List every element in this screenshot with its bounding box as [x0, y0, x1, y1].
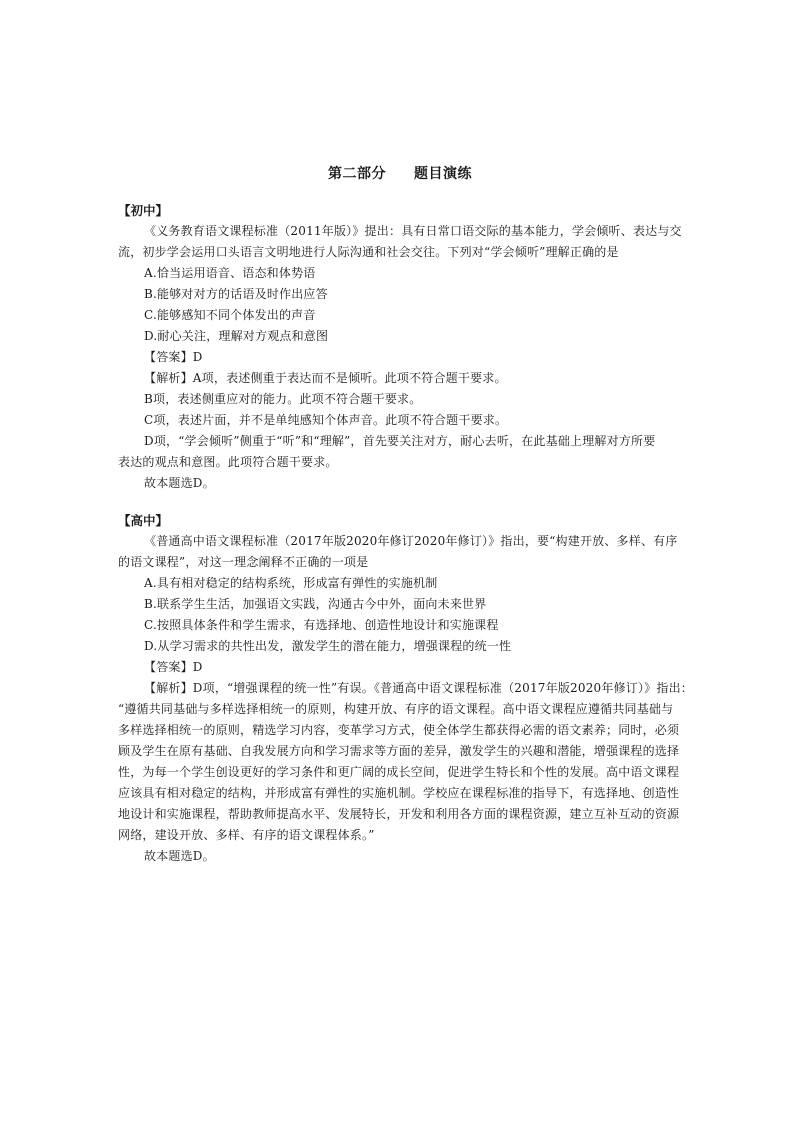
- question-line: 流，初步学会运用口头语言文明地进行人际沟通和社会交往。下列对“学会倾听”理解正确的是: [118, 245, 619, 259]
- senior-section: [118, 510, 693, 867]
- analysis-line: 网络，建设开放、多样、有序的语文课程体系。”: [118, 828, 375, 842]
- analysis-line: C项，表述片面，并不是单纯感知个体声音。此项不符合题干要求。: [144, 413, 508, 427]
- option-a: A.具有相对稳定的结构系统，形成富有弹性的实施机制: [144, 576, 438, 590]
- option-d: D.耐心关注，理解对方观点和意图: [144, 329, 329, 343]
- title-part: 第二部分: [328, 166, 386, 182]
- analysis-line: 【解析】D项，“增强课程的统一性”有误。《普通高中语文课程标准（2017年版2020年修订）》指出：: [144, 681, 693, 695]
- question-line: 《义务教育语文课程标准（2011年版）》提出：具有日常口语交际的基本能力，学会倾听、表达与交: [144, 224, 682, 238]
- junior-heading: 【初中】: [118, 203, 169, 218]
- analysis-line: 表达的观点和意图。此项符合题干要求。: [118, 455, 338, 469]
- senior-heading: 【高中】: [118, 513, 169, 528]
- title-name: 题目演练: [414, 166, 472, 182]
- analysis-line: 顾及学生在原有基础、自我发展方向和学习需求等方面的差异，激发学生的兴趣和潜能，增强课程的选择: [118, 744, 680, 758]
- question-line: 《普通高中语文课程标准（2017年版2020年修订2020年修订）》指出，要“构建开放、多样、有序: [144, 534, 678, 548]
- answer: 【答案】D: [144, 660, 203, 674]
- answer: 【答案】D: [144, 350, 203, 364]
- option-b: B.联系学生生活，加强语文实践，沟通古今中外，面向未来世界: [144, 597, 487, 611]
- analysis-line: 应该具有相对稳定的结构，并形成富有弹性的实施机制。学校应在课程标准的指导下，有选择地、创造性: [118, 786, 680, 800]
- conclusion: 故本题选D。: [144, 849, 215, 863]
- option-b: B.能够对对方的话语及时作出应答: [144, 287, 328, 301]
- analysis-line: 多样选择相统一的原则，精选学习内容，变革学习方式，使全体学生都获得必需的语文素养；同时，必须: [118, 723, 680, 737]
- analysis-line: 【解析】A项，表述侧重于表达而不是倾听。此项不符合题干要求。: [144, 371, 507, 385]
- analysis-line: 性，为每一个学生创设更好的学习条件和更广阔的成长空间，促进学生特长和个性的发展。高中语文课程: [118, 765, 680, 779]
- option-d: D.从学习需求的共性出发，激发学生的潜在能力，增强课程的统一性: [144, 639, 512, 653]
- page-title: [0, 163, 800, 183]
- analysis-line: 地设计和实施课程，帮助教师提高水平、发展特长，开发和利用各方面的课程资源，建立互补互动的资源: [118, 807, 680, 821]
- junior-section: [118, 200, 688, 494]
- question-line: 的语文课程”，对这一理念阐释不正确的一项是: [118, 555, 369, 569]
- option-c: C.能够感知不同个体发出的声音: [144, 308, 316, 322]
- analysis-line: “遵循共同基础与多样选择相统一的原则，构建开放、有序的语文课程。高中语文课程应遵循共同基础与: [118, 702, 674, 716]
- option-c: C.按照具体条件和学生需求，有选择地、创造性地设计和实施课程: [144, 618, 499, 632]
- option-a: A.恰当运用语音、语态和体势语: [144, 266, 316, 280]
- conclusion: 故本题选D。: [144, 476, 215, 490]
- analysis-line: B项，表述侧重应对的能力。此项不符合题干要求。: [144, 392, 422, 406]
- analysis-line: D项，“学会倾听”侧重于“听”和“理解”，首先要关注对方，耐心去听，在此基础上理解对方所要: [144, 434, 656, 448]
